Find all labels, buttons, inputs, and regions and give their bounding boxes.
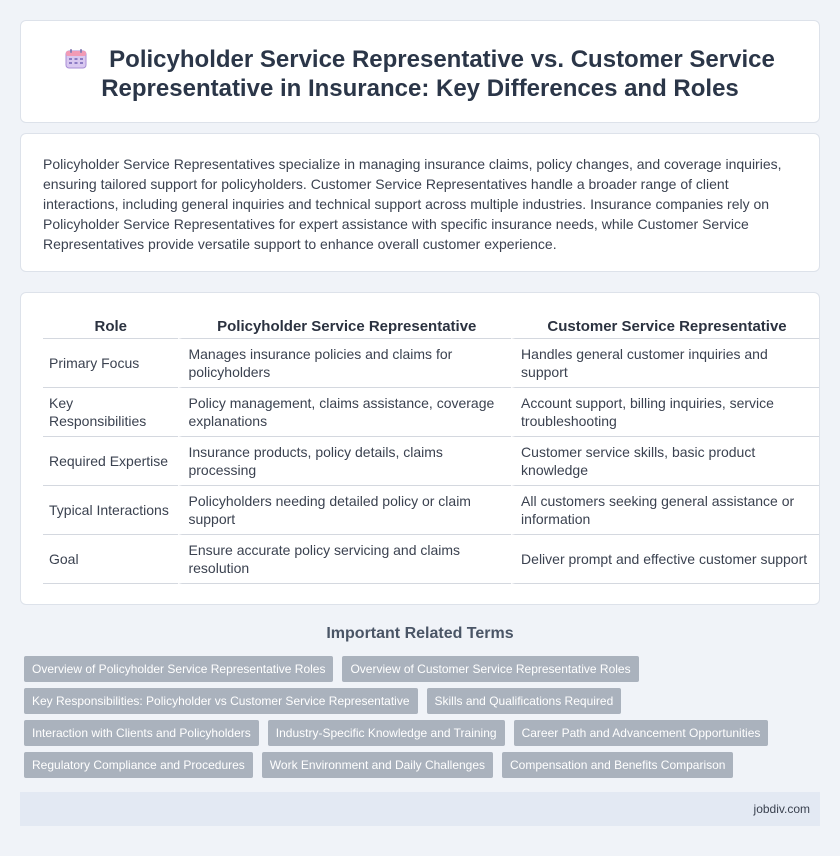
customer-rep-cell: Account support, billing inquiries, service troubleshooting: [511, 388, 819, 437]
row-label: Required Expertise: [43, 437, 178, 486]
related-term-tag[interactable]: Industry-Specific Knowledge and Training: [268, 720, 505, 746]
row-label: Goal: [43, 535, 178, 584]
policyholder-rep-cell: Insurance products, policy details, claims processing: [178, 437, 511, 486]
intro-paragraph: Policyholder Service Representatives specialize in managing insurance claims, policy changes, and coverage inquiries, ensuring tailored support for policyholders. Customer Service Representatives handle a broader range of client interactions, including general inquiries and technical support across multiple industries. Insurance companies rely on Policyholder Service Representatives for expert assistance with specific insurance needs, while Customer Service Representatives provide versatile support to enhance overall customer experience.: [43, 156, 782, 252]
comparison-table-card: [20, 292, 820, 605]
related-term-tag[interactable]: Overview of Customer Service Representative Roles: [342, 656, 638, 682]
policyholder-rep-cell: Policy management, claims assistance, coverage explanations: [178, 388, 511, 437]
policyholder-rep-cell: Manages insurance policies and claims for policyholders: [178, 339, 511, 388]
related-term-tag[interactable]: Interaction with Clients and Policyholders: [24, 720, 259, 746]
policyholder-rep-cell: Policyholders needing detailed policy or claim support: [178, 486, 511, 535]
related-term-tag[interactable]: Key Responsibilities: Policyholder vs Customer Service Representative: [24, 688, 418, 714]
related-term-tag[interactable]: Skills and Qualifications Required: [427, 688, 622, 714]
related-term-tag[interactable]: Overview of Policyholder Service Representative Roles: [24, 656, 333, 682]
tag-row: [24, 720, 814, 752]
row-label: Typical Interactions: [43, 486, 178, 535]
table-row: [43, 339, 819, 388]
header-role: Role: [43, 315, 178, 339]
header-policyholder-rep: Policyholder Service Representative: [178, 315, 511, 339]
row-label: Primary Focus: [43, 339, 178, 388]
policyholder-rep-cell: Ensure accurate policy servicing and claims resolution: [178, 535, 511, 584]
page-title: [61, 45, 779, 103]
tag-row: [24, 656, 814, 688]
related-term-tag[interactable]: Regulatory Compliance and Procedures: [24, 752, 253, 778]
customer-rep-cell: All customers seeking general assistance or information: [511, 486, 819, 535]
customer-rep-cell: Deliver prompt and effective customer support: [511, 535, 819, 584]
table-row: [43, 486, 819, 535]
intro-card: [20, 133, 820, 272]
related-terms-list: [24, 656, 814, 784]
table-row: [43, 535, 819, 584]
tag-row: [24, 752, 814, 784]
header-customer-rep: Customer Service Representative: [511, 315, 819, 339]
table-row: [43, 437, 819, 486]
related-term-tag[interactable]: Work Environment and Daily Challenges: [262, 752, 493, 778]
customer-rep-cell: Handles general customer inquiries and support: [511, 339, 819, 388]
table-header-row: [43, 315, 819, 339]
related-term-tag[interactable]: Compensation and Benefits Comparison: [502, 752, 733, 778]
footer: [20, 792, 820, 826]
related-terms-title: Important Related Terms: [326, 625, 514, 642]
tag-row: [24, 688, 814, 720]
calendar-icon: [65, 49, 87, 69]
footer-site-link[interactable]: jobdiv.com: [753, 802, 810, 816]
related-term-tag[interactable]: Career Path and Advancement Opportunities: [514, 720, 769, 746]
comparison-table: [43, 315, 819, 584]
table-row: [43, 388, 819, 437]
row-label: Key Responsibilities: [43, 388, 178, 437]
customer-rep-cell: Customer service skills, basic product knowledge: [511, 437, 819, 486]
title-card: [20, 20, 820, 123]
page-title-text: Policyholder Service Representative vs. Customer Service Representative in Insurance: Key Differences and Roles: [101, 46, 775, 102]
